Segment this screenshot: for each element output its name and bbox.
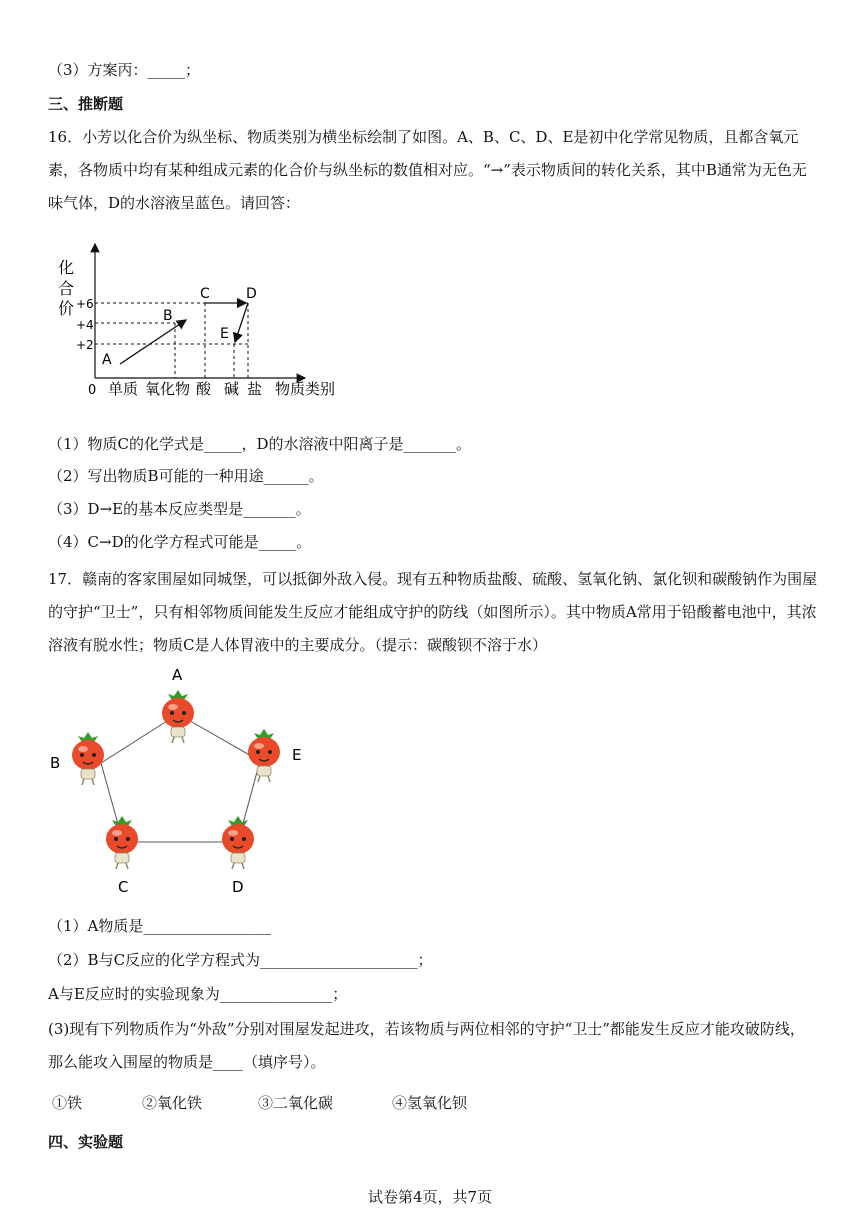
guard-c-icon — [106, 816, 138, 869]
guard-e-icon — [248, 729, 280, 782]
xtick-oxide: 氧化物 — [145, 380, 191, 398]
q17-pentagon-figure — [48, 664, 318, 900]
q17-sub1: （1）A物质是_________________ — [48, 917, 271, 935]
q15-sub3-line: （3）方案丙：_____； — [48, 61, 201, 79]
label-a: A — [172, 666, 183, 684]
point-c: C — [200, 286, 210, 302]
ylabel-char-1: 化 — [58, 258, 75, 277]
section3-heading: 三、推断题 — [48, 95, 124, 113]
q16-sub3: （3）D→E的基本反应类型是_______。 — [48, 500, 311, 518]
guard-b-icon — [72, 732, 104, 785]
guard-a-icon — [162, 690, 194, 743]
ytick-2: +2 — [76, 338, 94, 352]
label-c: C — [118, 878, 129, 896]
ylabel-char-2: 合 — [58, 279, 75, 298]
xtick-base: 碱 — [224, 380, 240, 398]
q16-sub2: （2）写出物质B可能的一种用途______。 — [48, 467, 324, 485]
point-a: A — [102, 352, 112, 368]
option-3: ③二氧化碳 — [258, 1094, 334, 1112]
q17-sub2b: A与E反应时的实验现象为_______________； — [48, 985, 348, 1003]
ylabel-char-3: 价 — [58, 299, 75, 318]
option-2: ②氧化铁 — [142, 1094, 203, 1112]
xtick-elemental: 单质 — [108, 380, 139, 398]
guard-d-icon — [222, 816, 254, 869]
q17-stem: 17．赣南的客家围屋如同城堡，可以抵御外敌入侵。现有五种物质盐酸、硫酸、氢氧化钠、氯化钡和碳酸钠作为围屋的守护“卫士”，只有相邻物质间能发生反应才能组成守护的防线（如图所示）。其中物质A常用于铅酸蓄电池中，其浓溶液有脱水性；物质C是人体胃液中的主要成分。（提示：碳酸钡不溶于水） — [48, 570, 818, 654]
label-d: D — [232, 878, 244, 896]
xtick-salt: 盐 — [247, 380, 263, 398]
option-4: ④氢氧化钡 — [392, 1094, 468, 1112]
point-d: D — [246, 286, 257, 302]
xlabel: 物质类别 — [275, 380, 336, 398]
page-footer: 试卷第4页，共7页 — [367, 1188, 493, 1206]
q17-sub3: (3)现有下列物质作为“外敌”分别对围屋发起进攻，若该物质与两位相邻的守护“卫士”都能发生反应才能攻破防线，那么能攻入围屋的物质是____（填序号）。 — [48, 1020, 805, 1071]
xtick-acid: 酸 — [196, 380, 212, 398]
q16-sub1: （1）物质C的化学式是_____，D的水溶液中阳离子是_______。 — [48, 435, 472, 453]
ytick-6: +6 — [76, 297, 94, 311]
ytick-4: +4 — [76, 318, 94, 332]
q16-sub4: （4）C→D的化学方程式可能是_____。 — [48, 533, 312, 551]
origin-label: 0 — [88, 383, 97, 398]
label-b: B — [50, 754, 61, 772]
q17-sub2: （2）B与C反应的化学方程式为_____________________； — [48, 951, 433, 969]
arrow-d-to-e — [235, 303, 248, 342]
section4-heading: 四、实验题 — [48, 1133, 124, 1151]
point-e: E — [220, 326, 229, 342]
arrow-a-to-c — [120, 320, 186, 364]
q16-stem: 16．小芳以化合价为纵坐标、物质类别为横坐标绘制了如图。A、B、C、D、E是初中化学常见物质，且都含氧元素，各物质中均有某种组成元素的化合价与纵坐标的数值相对应。“→”表示物质间的转化关系，其中B通常为无色无味气体，D的水溶液呈蓝色。请回答： — [48, 128, 807, 212]
option-1: ①铁 — [52, 1094, 83, 1112]
label-e: E — [292, 746, 302, 764]
q16-valence-figure — [50, 238, 350, 400]
point-b: B — [163, 308, 173, 324]
